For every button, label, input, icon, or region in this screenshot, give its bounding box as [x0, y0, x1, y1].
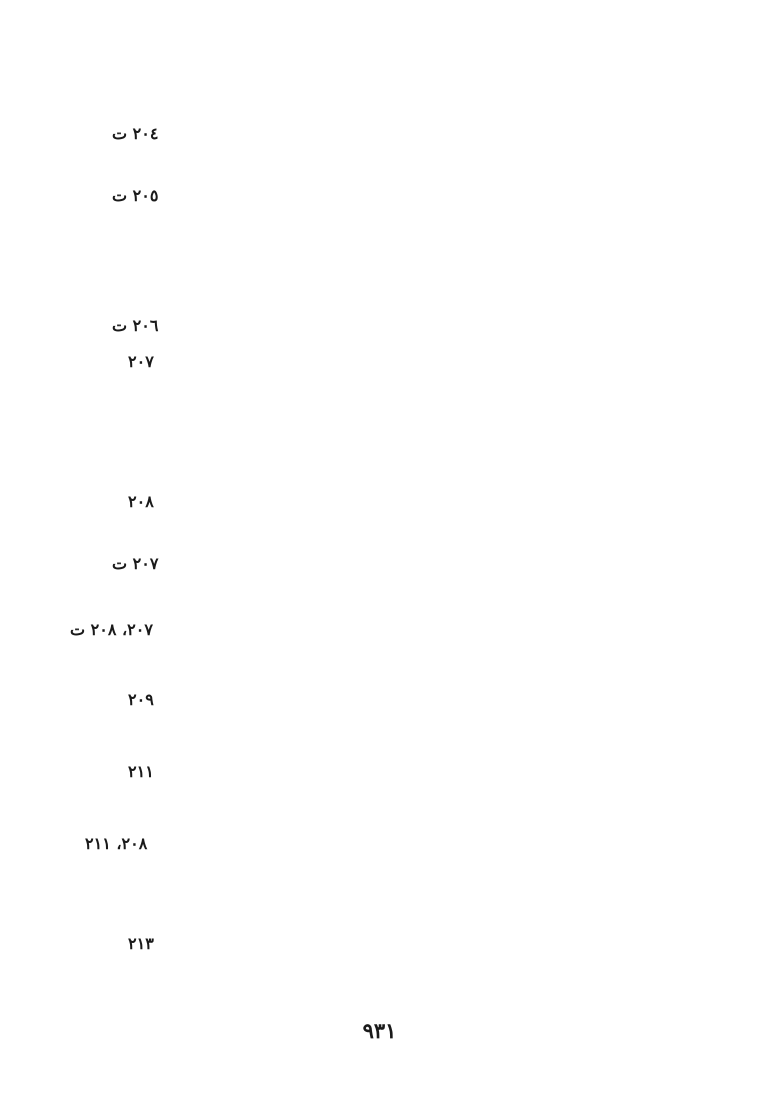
page-reference: ٢٠٨، ٢١١ — [85, 834, 148, 853]
page-reference: ٢٠٤ ت — [112, 124, 159, 143]
page-reference: ٢٠٦ ت — [112, 316, 159, 335]
page-reference: ٢٠٥ ت — [112, 186, 159, 205]
page-number: ٩٣١ — [362, 1018, 397, 1043]
page-reference: ٢٠٨ — [128, 492, 154, 511]
page-reference: ٢٠٧، ٢٠٨ ت — [70, 620, 153, 639]
page-reference: ٢١١ — [128, 762, 154, 781]
page-reference: ٢٠٩ — [128, 690, 154, 709]
page-reference: ٢٠٧ ت — [112, 554, 159, 573]
page-reference: ٢٠٧ — [128, 352, 154, 371]
page-reference: ٢١٣ — [128, 934, 154, 953]
